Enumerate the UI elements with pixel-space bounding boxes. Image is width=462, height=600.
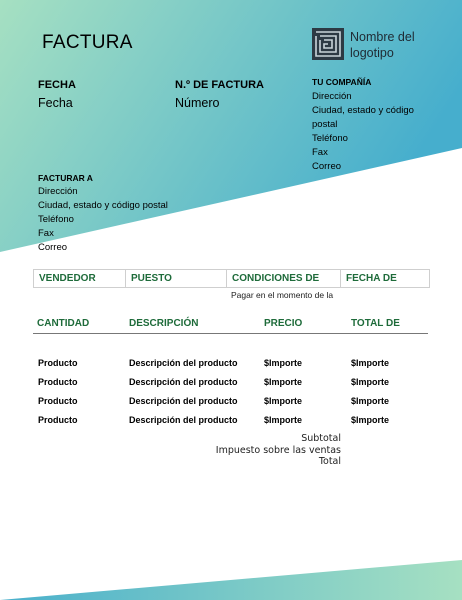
sales-tax-label: Impuesto sobre las ventas <box>215 444 341 456</box>
row-quantity: Producto <box>38 415 78 425</box>
invoice-number-value: Número <box>175 96 220 110</box>
payment-terms-note: Pagar en el momento de la <box>231 290 334 300</box>
row-description: Descripción del producto <box>129 358 238 368</box>
company-postal: postal <box>312 119 338 130</box>
company-block <box>312 77 414 174</box>
price-header: PRECIO <box>264 318 303 329</box>
date-value: Fecha <box>38 96 73 110</box>
position-header: PUESTO <box>126 270 227 287</box>
row-price: $Importe <box>264 358 303 368</box>
total-label: Total <box>318 456 341 467</box>
row-description: Descripción del producto <box>129 377 238 387</box>
quantity-header: CANTIDAD <box>37 318 90 329</box>
row-quantity: Producto <box>38 377 78 387</box>
table-row <box>0 396 462 410</box>
footer-gradient-background <box>0 560 462 600</box>
bill-to-block <box>38 173 168 255</box>
bill-to-label: FACTURAR A <box>38 173 93 183</box>
items-table-header <box>33 317 428 334</box>
bill-to-fax: Fax <box>38 228 54 239</box>
total-header: TOTAL DE <box>351 318 400 329</box>
subtotal-label: Subtotal <box>301 433 341 444</box>
company-email: Correo <box>312 161 342 172</box>
table-row <box>0 377 462 391</box>
due-date-header: FECHA DE <box>346 273 397 284</box>
row-description: Descripción del producto <box>129 415 238 425</box>
invoice-title: FACTURA <box>42 32 133 53</box>
table-row <box>0 358 462 372</box>
date-label: FECHA <box>38 79 76 91</box>
invoice-number-label: N.º DE FACTURA <box>175 79 264 91</box>
company-city: Ciudad, estado y código <box>312 105 414 116</box>
logo-name: Nombre del logotipo <box>350 30 415 60</box>
row-total: $Importe <box>351 396 390 406</box>
bill-to-city: Ciudad, estado y código postal <box>38 200 168 211</box>
row-quantity: Producto <box>38 358 78 368</box>
company-address: Dirección <box>312 91 352 102</box>
row-description: Descripción del producto <box>129 396 238 406</box>
row-price: $Importe <box>264 396 303 406</box>
table-row <box>0 415 462 429</box>
bill-to-phone: Teléfono <box>38 214 74 225</box>
bill-to-email: Correo <box>38 242 68 253</box>
vendor-header: VENDEDOR <box>34 270 126 287</box>
totals-block <box>216 433 341 468</box>
row-price: $Importe <box>264 415 303 425</box>
company-phone: Teléfono <box>312 133 348 144</box>
company-label: TU COMPAÑÍA <box>312 77 372 87</box>
description-header: DESCRIPCIÓN <box>129 318 199 329</box>
row-total: $Importe <box>351 358 390 368</box>
vendor-table <box>33 269 430 288</box>
row-price: $Importe <box>264 377 303 387</box>
row-total: $Importe <box>351 377 390 387</box>
row-total: $Importe <box>351 415 390 425</box>
row-quantity: Producto <box>38 396 78 406</box>
bill-to-address: Dirección <box>38 186 78 197</box>
terms-header: CONDICIONES DE <box>227 270 341 287</box>
maze-logo-icon <box>312 28 344 60</box>
company-fax: Fax <box>312 147 328 158</box>
